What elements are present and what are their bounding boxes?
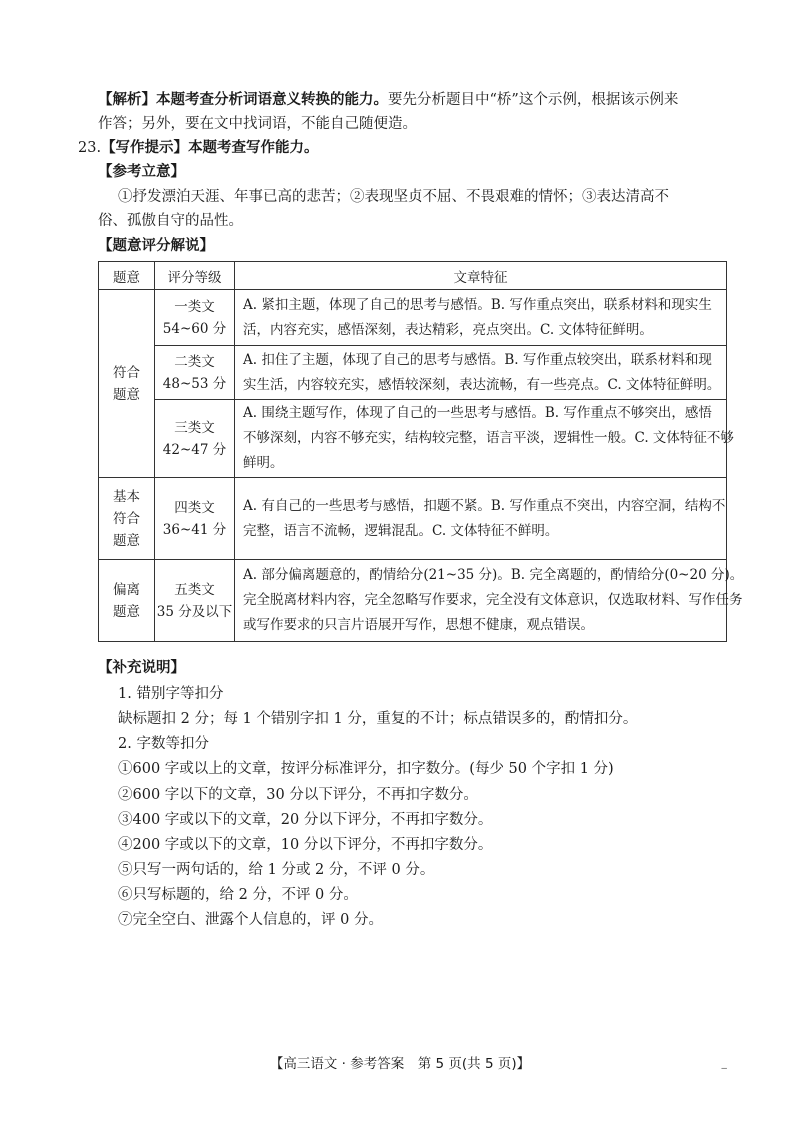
analysis-line-2: 作答；另外，要在文中找词语，不能自己随便造。 (98, 116, 417, 132)
supplement-line: 1. 错别字等扣分 (118, 686, 224, 702)
supplement-line: ⑤只写一两句话的，给 1 分或 2 分，不评 0 分。 (118, 862, 435, 878)
rubric-features (235, 478, 727, 560)
header-grade: 评分等级 (155, 262, 235, 290)
category-line: 题意 (113, 603, 140, 620)
grade-line: 35 分及以下 (156, 603, 233, 620)
analysis-text: 要先分析题目中“桥”这个示例，根据该示例来 (388, 92, 679, 108)
rubric-features (235, 560, 744, 642)
writing-tip-text: 本题考查写作能力。 (188, 140, 319, 156)
rubric-row (99, 346, 727, 400)
feature-line: 完整，语言不流畅，逻辑混乱。C. 文体特征不鲜明。 (243, 522, 559, 539)
analysis-tag: 【解析】 (98, 92, 156, 108)
grade-line: 一类文 (174, 298, 215, 315)
reference-line-1: ①抒发漂泊天涯、年事已高的悲苦；②表现坚贞不屈、不畏艰难的情怀；③表达清高不 (118, 189, 669, 205)
feature-line: 不够深刻，内容不够充实，结构较完整，语言平淡，逻辑性一般。C. 文体特征不够 (243, 430, 734, 446)
question-number: 23. (78, 140, 102, 156)
question-23-heading (78, 138, 319, 158)
rubric-heading: 【题意评分解说】 (98, 238, 214, 254)
supplement-line: ③400 字或以下的文章，20 分以下评分，不再扣字数分。 (118, 812, 493, 828)
supplement-line: ②600 字以下的文章，30 分以下评分，不再扣字数分。 (118, 787, 478, 803)
supplement-heading: 【补充说明】 (98, 660, 185, 676)
page-footer: 【高三语文 · 参考答案 第 5 页(共 5 页)】 (269, 1056, 531, 1072)
grade-line: 42~47 分 (162, 441, 227, 458)
rubric-features (235, 400, 734, 478)
grade-line: 五类文 (174, 581, 215, 598)
category-line: 偏离 (113, 581, 140, 598)
feature-line: A. 扣住了主题，体现了自己的思考与感悟。B. 写作重点较突出，联系材料和现 (243, 351, 712, 368)
grade-line: 48~53 分 (162, 375, 227, 392)
rubric-category (99, 478, 155, 560)
reference-line-2: 俗、孤傲自守的品性。 (98, 213, 243, 229)
rubric-grade (155, 346, 235, 400)
feature-line: 实生活，内容较充实，感悟较深刻，表达流畅，有一些亮点。C. 文体特征鲜明。 (243, 376, 721, 393)
category-line: 基本 (113, 488, 140, 505)
grade-line: 36~41 分 (162, 521, 227, 538)
rubric-header-row (99, 262, 727, 290)
rubric-row (99, 290, 727, 346)
writing-tip-tag: 【写作提示】 (101, 140, 189, 156)
feature-line: A. 有自己的一些思考与感悟，扣题不紧。B. 写作重点不突出，内容空洞，结构不 (243, 497, 726, 514)
feature-line: A. 紧扣主题，体现了自己的思考与感悟。B. 写作重点突出，联系材料和现实生 (243, 296, 712, 313)
grade-line: 三类文 (174, 419, 215, 436)
rubric-row (99, 478, 727, 560)
supplement-line: 缺标题扣 2 分；每 1 个错别字扣 1 分，重复的不计；标点错误多的，酌情扣分。 (118, 711, 638, 727)
rubric-row (99, 560, 727, 642)
rubric-category (99, 560, 155, 642)
grade-line: 二类文 (174, 353, 215, 370)
feature-line: A. 围绕主题写作，体现了自己的一些思考与感悟。B. 写作重点不够突出，感悟 (243, 405, 712, 421)
category-line: 题意 (113, 386, 140, 403)
supplement-line: 2. 字数等扣分 (118, 736, 209, 752)
feature-line: 活，内容充实，感悟深刻，表达精彩，亮点突出。C. 文体特征鲜明。 (243, 321, 653, 338)
supplement-line: ④200 字或以下的文章，10 分以下评分，不再扣字数分。 (118, 837, 493, 853)
grade-line: 四类文 (174, 499, 215, 516)
category-line: 符合 (113, 510, 140, 527)
rubric-grade (155, 290, 235, 346)
supplement-line: ⑦完全空白、泄露个人信息的，评 0 分。 (118, 912, 383, 928)
grade-line: 54~60 分 (162, 320, 227, 337)
corner-mark: ‒ (721, 1063, 728, 1074)
reference-heading: 【参考立意】 (98, 164, 185, 180)
feature-line: 或写作要求的只言片语展开写作，思想不健康，观点错误。 (243, 617, 594, 633)
feature-line: 鲜明。 (243, 455, 284, 471)
rubric-features (235, 290, 727, 346)
feature-line: A. 部分偏离题意的，酌情给分(21~35 分)。B. 完全离题的，酌情给分(0~20 分)。 (243, 567, 744, 583)
rubric-category (99, 290, 155, 478)
analysis-line-1 (98, 90, 678, 110)
analysis-bold-text: 本题考查分析词语意义转换的能力。 (156, 92, 388, 108)
category-line: 符合 (113, 364, 140, 381)
category-line: 题意 (113, 532, 140, 549)
rubric-grade (155, 400, 235, 478)
rubric-grade (155, 560, 235, 642)
rubric-table (98, 261, 744, 642)
rubric-grade (155, 478, 235, 560)
rubric-features (235, 346, 727, 400)
header-topic: 题意 (99, 262, 155, 290)
rubric-row (99, 400, 727, 478)
feature-line: 完全脱离材料内容，完全忽略写作要求，完全没有文体意识，仅选取材料、写作任务 (243, 592, 743, 608)
header-features: 文章特征 (235, 262, 727, 290)
supplement-line: ⑥只写标题的，给 2 分，不评 0 分。 (118, 887, 358, 903)
supplement-line: ①600 字或以上的文章，按评分标准评分，扣字数分。(每少 50 个字扣 1 分) (118, 761, 614, 777)
